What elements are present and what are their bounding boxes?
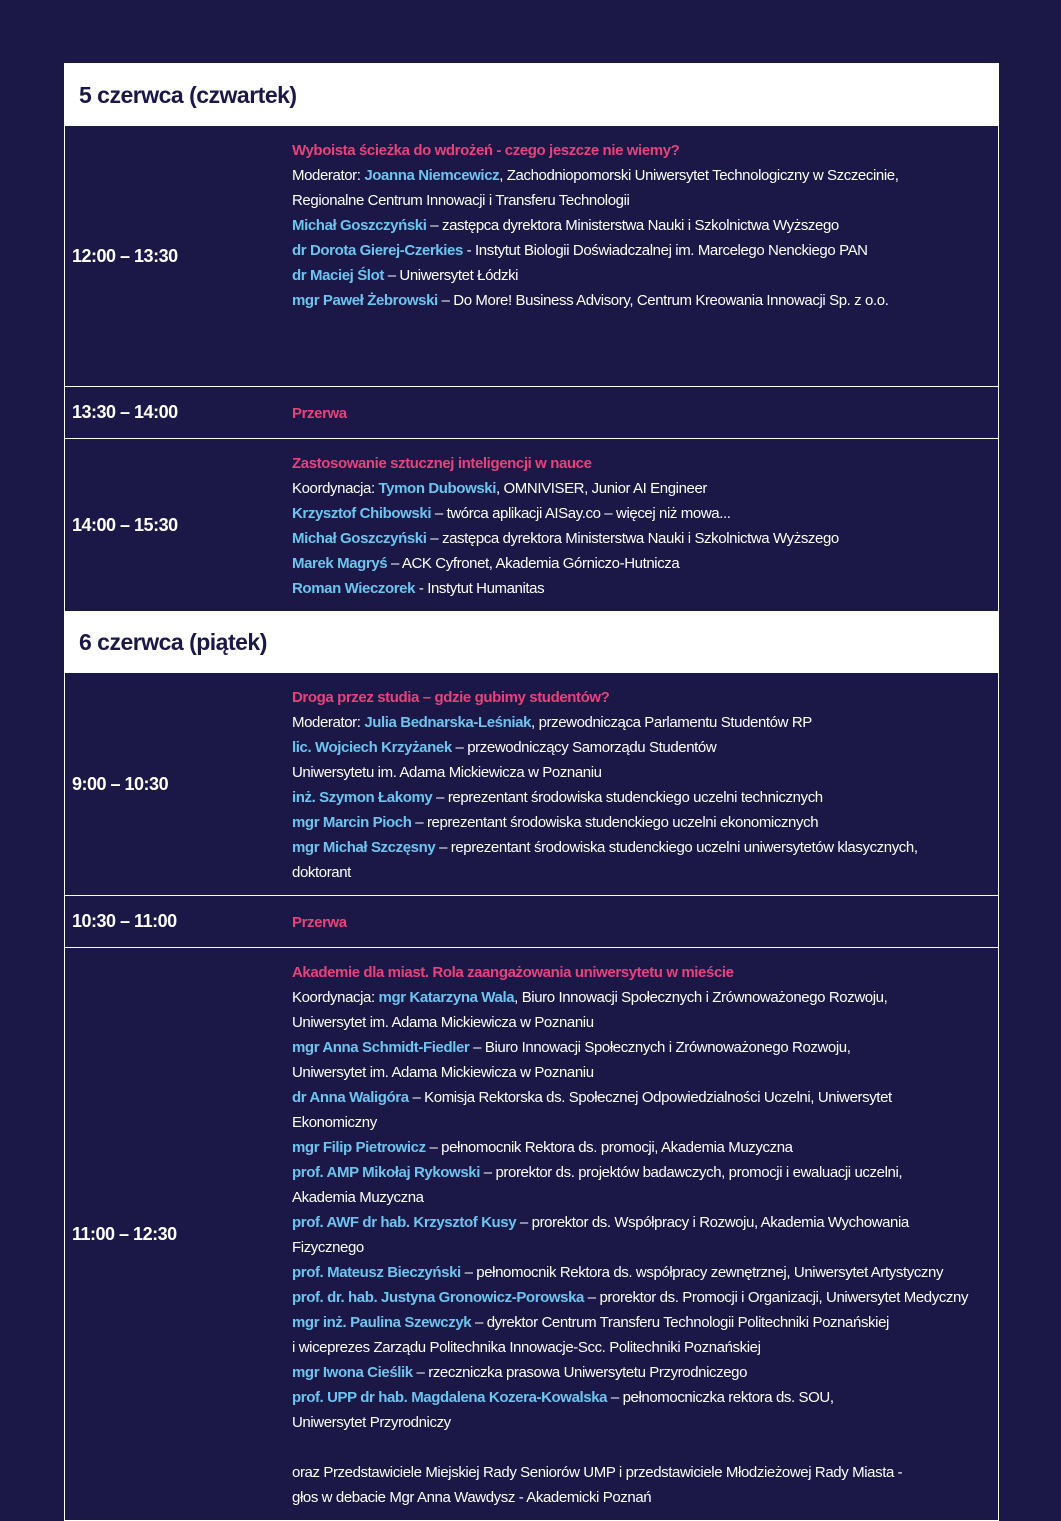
participant-affiliation: , Biuro Innowacji Społecznych i Zrównoważonego Rozwoju, [514, 989, 888, 1006]
participant-line [292, 576, 990, 601]
participant-line [292, 263, 990, 288]
participant-name: mgr Iwona Cieślik [292, 1364, 413, 1381]
participant-line [292, 810, 990, 835]
participant-line [292, 860, 990, 885]
participant-line [292, 1185, 990, 1210]
session-content [292, 896, 998, 947]
participant-line [292, 1110, 990, 1135]
schedule-row [65, 673, 998, 895]
participant-affiliation: – rzeczniczka prasowa Uniwersytetu Przyrodniczego [412, 1364, 748, 1381]
participant-affiliation: – przewodniczący Samorządu Studentów [451, 739, 717, 756]
role-label: Koordynacja: [292, 480, 379, 497]
day-header: 5 czerwca (czwartek) [65, 64, 998, 126]
participant-line [292, 1260, 990, 1285]
participant-affiliation: – Komisja Rektorska ds. Społecznej Odpowiedzialności Uczelni, Uniwersytet [408, 1089, 892, 1106]
participant-line [292, 985, 990, 1010]
participant-line [292, 1085, 990, 1110]
participant-name: Julia Bednarska-Leśniak [364, 714, 532, 731]
participant-name: mgr Paweł Żebrowski [292, 292, 438, 309]
participant-line [292, 785, 990, 810]
participant-affiliation: – ACK Cyfronet, Akademia Górniczo-Hutnicza [387, 555, 680, 572]
participant-affiliation: głos w debacie Mgr Anna Wawdysz - Akademicki Poznań [292, 1489, 652, 1506]
participant-name: dr Anna Waligóra [292, 1089, 409, 1106]
participant-line [292, 501, 990, 526]
participant-line [292, 835, 990, 860]
participant-line [292, 1335, 990, 1360]
schedule-row [65, 947, 998, 1520]
session-content [292, 439, 998, 611]
participant-name: inż. Szymon Łakomy [292, 789, 433, 806]
schedule-row [65, 895, 998, 947]
participant-line [292, 1485, 990, 1510]
participant-affiliation: Uniwersytet im. Adama Mickiewicza w Poznaniu [292, 1064, 594, 1081]
participant-name: prof. UPP dr hab. Magdalena Kozera-Kowalska [292, 1389, 608, 1406]
participant-affiliation: oraz Przedstawiciele Miejskiej Rady Seniorów UMP i przedstawiciele Młodzieżowej Rady Miasta - [292, 1464, 903, 1481]
participant-line [292, 1285, 990, 1310]
participant-name: mgr Filip Pietrowicz [292, 1139, 426, 1156]
participant-name: prof. AWF dr hab. Krzysztof Kusy [292, 1214, 517, 1231]
participant-name: lic. Wojciech Krzyżanek [292, 739, 452, 756]
participant-affiliation: – Do More! Business Advisory, Centrum Kreowania Innowacji Sp. z o.o. [437, 292, 889, 309]
participant-affiliation: – reprezentant środowiska studenckiego uczelni ekonomicznych [411, 814, 819, 831]
participant-affiliation: , przewodnicząca Parlamentu Studentów RP [531, 714, 812, 731]
participant-name: prof. AMP Mikołaj Rykowski [292, 1164, 480, 1181]
participant-line [292, 288, 990, 313]
participant-affiliation: - Instytut Biologii Doświadczalnej im. Marcelego Nenckiego PAN [462, 242, 868, 259]
participant-name: mgr Katarzyna Wala [378, 989, 515, 1006]
time-slot: 13:30 – 14:00 [72, 402, 178, 422]
participant-line [292, 1410, 990, 1435]
time-slot: 14:00 – 15:30 [72, 514, 178, 535]
session-title: Przerwa [292, 405, 347, 422]
participant-line [292, 526, 990, 551]
participant-line [292, 1060, 990, 1085]
participant-affiliation: Uniwersytet im. Adama Mickiewicza w Poznaniu [292, 1014, 594, 1031]
participant-name: Roman Wieczorek [292, 580, 416, 597]
role-label: Koordynacja: [292, 989, 379, 1006]
participant-affiliation: – zastępca dyrektora Ministerstwa Nauki i Szkolnictwa Wyższego [426, 530, 839, 547]
participant-affiliation: , Zachodniopomorski Uniwersytet Technologiczny w Szczecinie, [499, 167, 899, 184]
participant-name: Michał Goszczyński [292, 217, 427, 234]
participant-name: Krzysztof Chibowski [292, 505, 432, 522]
participant-line [292, 213, 990, 238]
participant-affiliation: Ekonomiczny [292, 1114, 377, 1131]
schedule-row [65, 438, 998, 611]
participant-affiliation: – Biuro Innowacji Społecznych i Zrównoważonego Rozwoju, [469, 1039, 851, 1056]
time-slot: 10:30 – 11:00 [72, 911, 177, 931]
session-title: Akademie dla miast. Rola zaangażowania uniwersytetu w mieście [292, 964, 734, 981]
time-slot: 12:00 – 13:30 [72, 245, 178, 266]
participant-line [292, 1385, 990, 1410]
participant-affiliation: Fizycznego [292, 1239, 364, 1256]
session-title: Droga przez studia – gdzie gubimy studentów? [292, 689, 610, 706]
participant-affiliation: Regionalne Centrum Innowacji i Transferu Technologii [292, 192, 630, 209]
schedule-row [65, 386, 998, 438]
schedule-table [64, 63, 999, 1521]
participant-name: mgr Michał Szczęsny [292, 839, 436, 856]
participant-affiliation: i wiceprezes Zarządu Politechnika Innowacje-Scc. Politechniki Poznańskiej [292, 1339, 761, 1356]
session-content [292, 673, 998, 895]
participant-line [292, 1035, 990, 1060]
schedule-row [65, 126, 998, 386]
participant-affiliation: – zastępca dyrektora Ministerstwa Nauki i Szkolnictwa Wyższego [426, 217, 839, 234]
role-label: Moderator: [292, 714, 365, 731]
participant-name: Joanna Niemcewicz [364, 167, 500, 184]
participant-name: mgr Marcin Pioch [292, 814, 412, 831]
participant-affiliation: doktorant [292, 864, 351, 881]
participant-name: Marek Magryś [292, 555, 388, 572]
time-slot: 9:00 – 10:30 [72, 773, 169, 794]
participant-affiliation: - Instytut Humanitas [415, 580, 545, 597]
participant-name: Michał Goszczyński [292, 530, 427, 547]
participant-name: mgr inż. Paulina Szewczyk [292, 1314, 472, 1331]
participant-affiliation: , OMNIVISER, Junior AI Engineer [496, 480, 708, 497]
participant-line [292, 1135, 990, 1160]
role-label: Moderator: [292, 167, 365, 184]
participant-affiliation: Uniwersytetu im. Adama Mickiewicza w Poznaniu [292, 764, 602, 781]
participant-line [292, 188, 990, 213]
participant-name: prof. Mateusz Bieczyński [292, 1264, 461, 1281]
session-content [292, 387, 998, 438]
participant-line [292, 1360, 990, 1385]
participant-affiliation: – prorektor ds. Współpracy i Rozwoju, Akademia Wychowania [516, 1214, 909, 1231]
participant-line [292, 551, 990, 576]
participant-line [292, 476, 990, 501]
participant-line [292, 1010, 990, 1035]
participant-line [292, 1460, 990, 1485]
participant-affiliation: – pełnomocniczka rektora ds. SOU, [607, 1389, 834, 1406]
participant-name: Tymon Dubowski [378, 480, 496, 497]
time-slot: 11:00 – 12:30 [72, 1223, 177, 1244]
participant-affiliation: Uniwersytet Przyrodniczy [292, 1414, 451, 1431]
participant-affiliation: – prorektor ds. projektów badawczych, promocji i ewaluacji uczelni, [479, 1164, 903, 1181]
participant-line [292, 735, 990, 760]
session-content [292, 948, 998, 1520]
participant-affiliation: Akademia Muzyczna [292, 1189, 424, 1206]
participant-affiliation: – reprezentant środowiska studenckiego uczelni uniwersytetów klasycznych, [435, 839, 918, 856]
participant-affiliation: – twórca aplikacji AISay.co – więcej niż mowa... [431, 505, 731, 522]
participant-line [292, 1160, 990, 1185]
participant-affiliation: – prorektor ds. Promocji i Organizacji, Uniwersytet Medyczny [584, 1289, 969, 1306]
participant-name: dr Maciej Ślot [292, 267, 384, 284]
session-title: Przerwa [292, 914, 347, 931]
participant-line [292, 710, 990, 735]
day-header: 6 czerwca (piątek) [65, 611, 998, 673]
participant-line [292, 1235, 990, 1260]
participant-affiliation: – dyrektor Centrum Transferu Technologii Politechniki Poznańskiej [471, 1314, 889, 1331]
participant-affiliation: – reprezentant środowiska studenckiego uczelni technicznych [432, 789, 823, 806]
participant-line [292, 238, 990, 263]
participant-affiliation: – pełnomocnik Rektora ds. współpracy zewnętrznej, Uniwersytet Artystyczny [460, 1264, 944, 1281]
participant-name: prof. dr. hab. Justyna Gronowicz-Porowska [292, 1289, 584, 1306]
participant-affiliation: – pełnomocnik Rektora ds. promocji, Akademia Muzyczna [425, 1139, 793, 1156]
session-content [292, 126, 998, 386]
participant-line [292, 163, 990, 188]
spacer [292, 1435, 990, 1460]
participant-name: dr Dorota Gierej-Czerkies [292, 242, 463, 259]
participant-line [292, 1210, 990, 1235]
participant-name: mgr Anna Schmidt-Fiedler [292, 1039, 470, 1056]
participant-line [292, 760, 990, 785]
participant-affiliation: – Uniwersytet Łódzki [383, 267, 519, 284]
session-title: Zastosowanie sztucznej inteligencji w nauce [292, 455, 592, 472]
session-title: Wyboista ścieżka do wdrożeń - czego jeszcze nie wiemy? [292, 142, 680, 159]
participant-line [292, 1310, 990, 1335]
